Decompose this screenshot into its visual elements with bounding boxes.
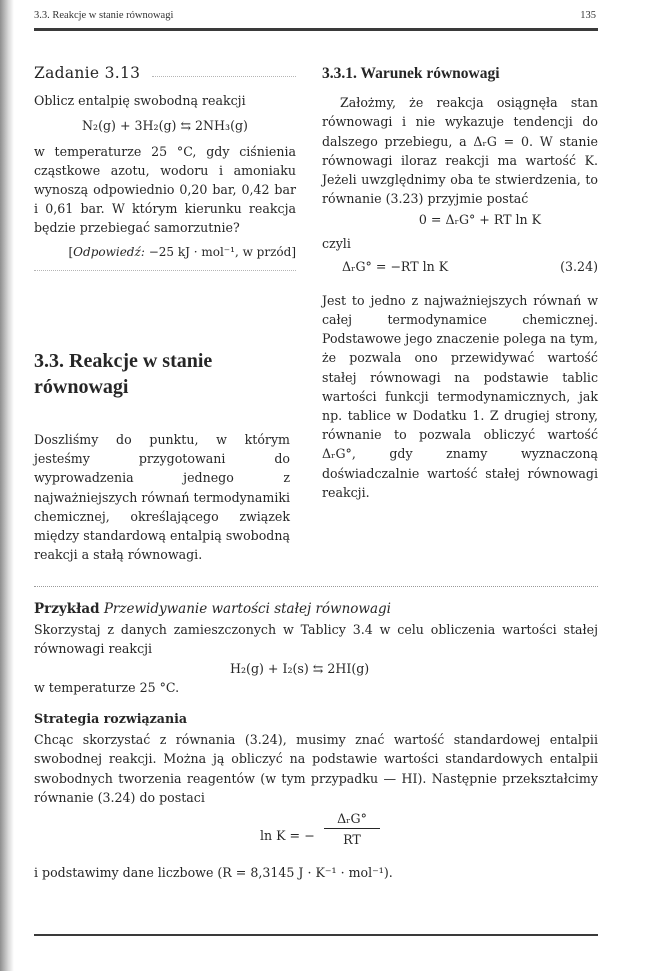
- footer-rule: [34, 934, 598, 936]
- scan-shadow: [0, 0, 14, 971]
- exercise-intro: Oblicz entalpię swobodną reakcji: [34, 93, 246, 109]
- strategy-label: Strategia rozwiązania: [34, 711, 188, 727]
- subsection-title: 3.3.1. Warunek równowagi: [322, 65, 500, 82]
- formula-numerator: ΔᵣG°: [324, 809, 380, 829]
- answer-value: −25 kJ · mol⁻¹, w przód: [148, 244, 292, 259]
- subsection-para1: Założmy, że reakcja osiągnęła stan równowagi i nie wykazuje tendencji do dalszego przebiegu, a ΔᵣG = 0. W stanie równowagi iloraz reakcji ma wartość K. Jeżeli uwzględnimy oba te stwierdzenia, to równanie (3.23) przyjmie postać: [322, 95, 598, 207]
- example-line1: Skorzystaj z danych zamieszczonych w Tablicy 3.4 w celu obliczenia wartości stałej równowagi reakcji: [34, 622, 598, 657]
- page-number: 135: [580, 10, 596, 21]
- equation-number: (3.24): [560, 258, 598, 274]
- exercise-equation: N₂(g) + 3H₂(g) ⇆ 2NH₃(g): [82, 118, 248, 134]
- subsection-para2: Jest to jedno z najważniejszych równań w całej termodynamice chemicznej. Podstawowe jego znaczenie polega na tym, że pozwala ono przewidywać wartość stałej równowagi na podstawie tablic wartości funkcji termodynamicznych, jak np. tablice w Dodatku 1. Z drugiej strony, równanie to pozwala obliczyć wartość ΔᵣG°, gdy znamy wyznaczoną doświadczalnie wartość stałej równowagi reakcji.: [322, 292, 598, 500]
- strategy-text: Chcąc skorzystać z równania (3.24), musimy znać wartość standardowej entalpii swobodnej reakcji. Można ją obliczyć na podstawie wartości standardowych entalpii swobodnych tworzenia reagentów (w tym przypadku — HI). Następnie przekształcimy równanie (3.24) do postaci: [34, 732, 598, 805]
- section-intro: Doszliśmy do punktu, w którym jesteśmy przygotowani do wyprowadzenia jednego z najważniejszych równań termodynamiki chemicznej, określającego związek między standardową entalpią swobodną reakcji a stałą równowagi.: [34, 432, 290, 563]
- equation-3-24-row: [322, 257, 598, 277]
- running-header: 3.3. Reakcje w stanie równowagi: [34, 10, 174, 21]
- exercise-answer: [Odpowiedź: −25 kJ · mol⁻¹, w przód]: [68, 244, 296, 259]
- equation-equilibrium: 0 = ΔᵣG° + RT ln K: [418, 212, 542, 228]
- example-line2: w temperaturze 25 °C.: [34, 679, 180, 695]
- subsection-block: [322, 64, 598, 502]
- example-equation: H₂(g) + I₂(s) ⇆ 2HI(g): [230, 660, 370, 676]
- section-title-line1: 3.3. Reakcje w stanie: [34, 350, 213, 372]
- example-label: Przykład: [34, 601, 100, 617]
- example-block: [34, 600, 598, 882]
- formula-denominator: RT: [343, 832, 361, 848]
- exercise-title: Zadanie 3.13: [34, 64, 141, 82]
- lnK-formula: [34, 809, 598, 861]
- exercise-bottom-rule: [34, 270, 296, 271]
- exercise-body: w temperaturze 25 °C, gdy ciśnienia cząstkowe azotu, wodoru i amoniaku wynoszą odpowiednio 0,20 bar, 0,42 bar i 0,61 bar. W którym kierunku reakcja będzie przebiegać samorzutnie?: [34, 143, 296, 236]
- header-rule: [34, 28, 598, 31]
- exercise-title-rule: [152, 76, 296, 77]
- section-title: [34, 348, 290, 400]
- answer-label: Odpowiedź:: [73, 244, 145, 259]
- example-heading: [34, 600, 598, 619]
- section-title-line2: równowagi: [34, 376, 129, 398]
- czyli-word: czyli: [322, 235, 351, 251]
- example-title: Przewidywanie wartości stałej równowagi: [103, 601, 391, 617]
- example-top-rule: [34, 586, 598, 588]
- formula-lhs: ln K = −: [260, 828, 315, 844]
- section-block: [34, 348, 290, 564]
- exercise-box: [34, 64, 296, 271]
- example-last-line: i podstawimy dane liczbowe (R = 8,3145 J · K⁻¹ · mol⁻¹).: [34, 865, 393, 881]
- equation-3-24: ΔᵣG° = −RT ln K: [342, 258, 449, 274]
